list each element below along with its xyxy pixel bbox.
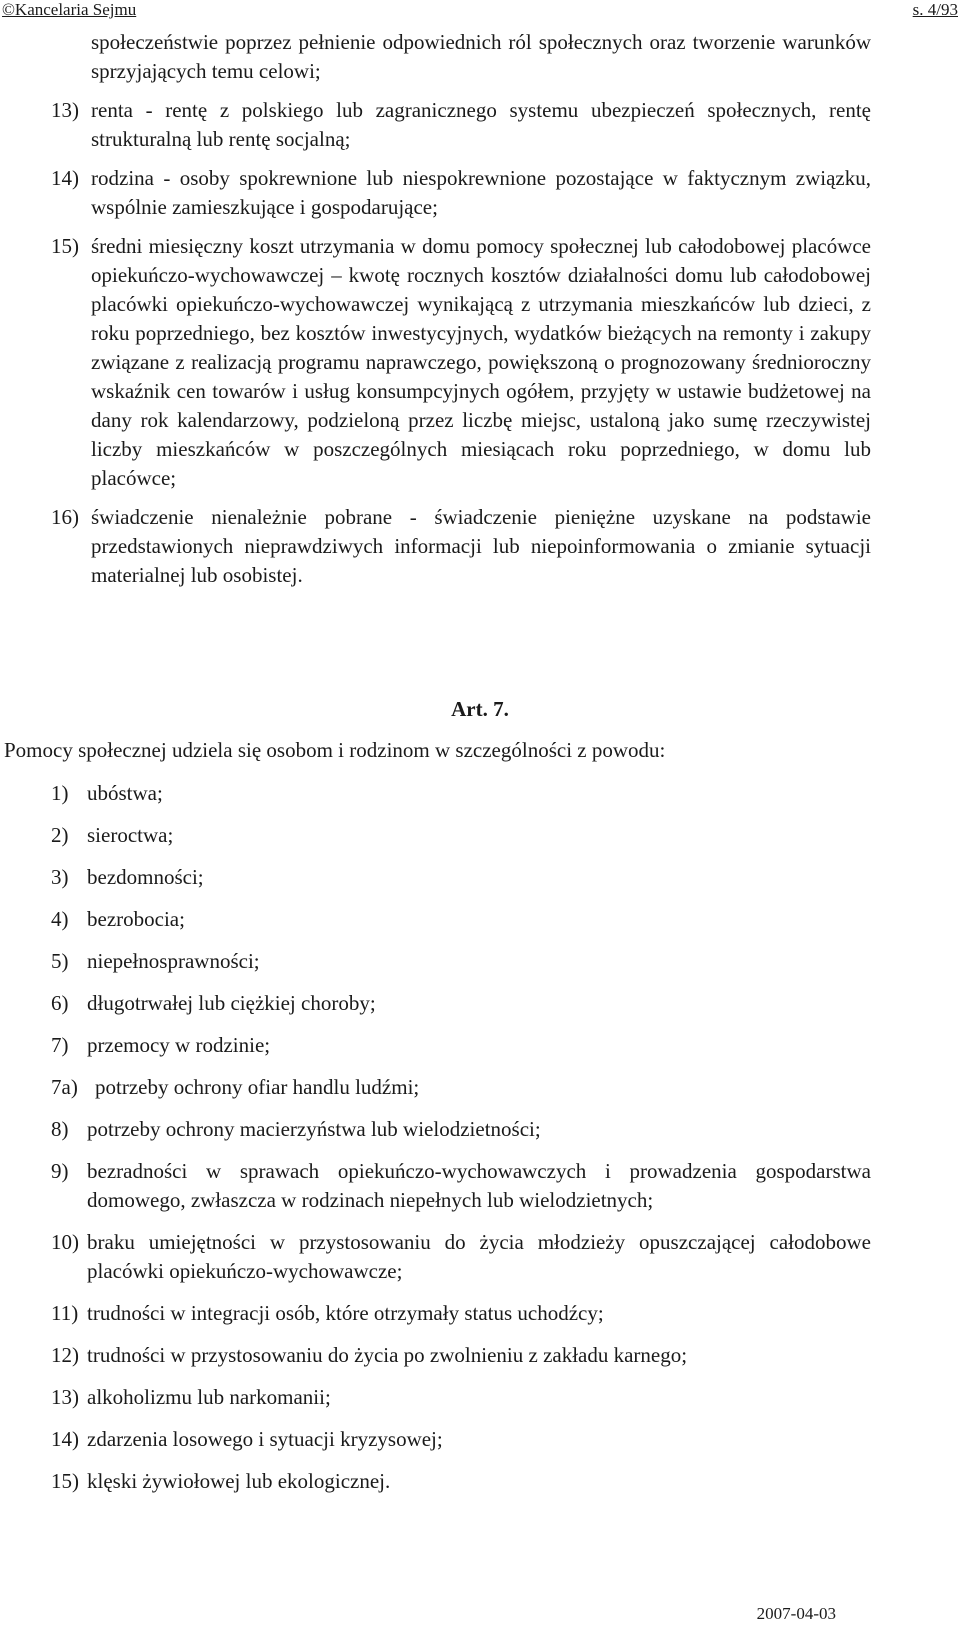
article-title: Art. 7. [451, 697, 509, 721]
definition-number: 14) [51, 166, 79, 190]
article-item-text: sieroctwa; [87, 823, 174, 847]
article-item [51, 905, 871, 934]
definition-text: świadczenie nienależnie pobrane - świadczenie pieniężne uzyskane na podstawie przedstawionych nieprawdziwych informacji lub niepoinformowania o zmianie sytuacji materialnej lub osobistej. [91, 505, 871, 587]
header-copyright: ©Kancelaria Sejmu [2, 0, 137, 19]
article-item [51, 1031, 871, 1060]
article-item [51, 1425, 871, 1454]
article-item-number: 12) [51, 1343, 79, 1367]
article-item-number: 4) [51, 907, 69, 931]
article-item-text: przemocy w rodzinie; [87, 1033, 271, 1057]
article-items-list [51, 779, 871, 1509]
article-item-text: potrzeby ochrony ofiar handlu ludźmi; [95, 1075, 420, 1099]
article-item-text: bezrobocia; [87, 907, 185, 931]
article-item-text: trudności w przystosowaniu do życia po zwolnieniu z zakładu karnego; [87, 1343, 688, 1367]
definition-text: renta - rentę z polskiego lub zagranicznego systemu ubezpieczeń społecznych, rentę strukturalną lub rentę socjalną; [91, 98, 871, 151]
definition-item [51, 232, 871, 493]
definition-text: rodzina - osoby spokrewnione lub niespokrewnione pozostające w faktycznym związku, wspólnie zamieszkujące i gospodarujące; [91, 166, 871, 219]
article-item [51, 1157, 871, 1215]
article-item-number: 11) [51, 1301, 79, 1325]
article-item [51, 821, 871, 850]
article-item [51, 1341, 871, 1370]
article-item-text: długotrwałej lub ciężkiej choroby; [87, 991, 376, 1015]
article-item-number: 15) [51, 1469, 79, 1493]
article-item-text: braku umiejętności w przystosowaniu do życia młodzieży opuszczającej całodobowe placówki opiekuńczo-wychowawcze; [87, 1230, 871, 1283]
definitions-list [51, 28, 871, 600]
article-item [51, 863, 871, 892]
article-item-number: 7) [51, 1033, 69, 1057]
article-item-text: klęski żywiołowej lub ekologicznej. [87, 1469, 391, 1493]
article-item-text: niepełnosprawności; [87, 949, 260, 973]
article-item-text: trudności w integracji osób, które otrzymały status uchodźcy; [87, 1301, 604, 1325]
article-item [51, 1299, 871, 1328]
article-item-number: 13) [51, 1385, 79, 1409]
article-item-text: bezdomności; [87, 865, 204, 889]
article-item-number: 10) [51, 1230, 79, 1254]
article-item-number: 6) [51, 991, 69, 1015]
article-item-text: potrzeby ochrony macierzyństwa lub wielodzietności; [87, 1117, 541, 1141]
definition-item [51, 503, 871, 590]
article-item-number: 1) [51, 781, 69, 805]
definition-number: 16) [51, 505, 79, 529]
definition-number: 13) [51, 98, 79, 122]
article-item-number: 2) [51, 823, 69, 847]
article-item [51, 989, 871, 1018]
article-item [51, 1115, 871, 1144]
definition-continuation [51, 28, 871, 86]
footer-date: 2007-04-03 [756, 1604, 836, 1623]
article-item-number: 8) [51, 1117, 69, 1141]
definition-item [51, 164, 871, 222]
article-intro: Pomocy społecznej udziela się osobom i rodzinom w szczególności z powodu: [4, 738, 666, 762]
article-item [51, 1467, 871, 1496]
definition-text: społeczeństwie poprzez pełnienie odpowiednich ról społecznych oraz tworzenie warunków sprzyjających temu celowi; [91, 30, 871, 83]
article-item-text: ubóstwa; [87, 781, 163, 805]
article-item [51, 947, 871, 976]
definition-number: 15) [51, 234, 79, 258]
article-item [51, 1228, 871, 1286]
article-item-number: 9) [51, 1159, 69, 1183]
article-item [51, 1383, 871, 1412]
definition-item [51, 96, 871, 154]
header-page-indicator: s. 4/93 [912, 0, 958, 19]
article-item-number: 5) [51, 949, 69, 973]
article-item [51, 779, 871, 808]
definition-text: średni miesięczny koszt utrzymania w domu pomocy społecznej lub całodobowej placówce opiekuńczo-wychowawczej – kwotę rocznych kosztów działalności domu lub całodobowej placówki opiekuńczo-wychowawczej wynikającą z utrzymania mieszkańców lub dzieci, z roku poprzedniego, bez kosztów inwestycyjnych, wydatków bieżących na remonty i zakupy związane z realizacją programu naprawczego, powiększoną o prognozowany średnioroczny wskaźnik cen towarów i usług konsumpcyjnych ogółem, przyjęty w ustawie budżetowej na dany rok kalendarzowy, podzieloną przez liczbę miejsc, ustaloną jako sumę rzeczywistej liczby mieszkańców w poszczególnych miesiącach roku poprzedniego, w domu lub placówce; [91, 234, 871, 490]
article-item-number: 7a) [51, 1075, 78, 1099]
article-item-number: 3) [51, 865, 69, 889]
article-item-text: alkoholizmu lub narkomanii; [87, 1385, 331, 1409]
article-item-number: 14) [51, 1427, 79, 1451]
article-item [51, 1073, 871, 1102]
article-item-text: bezradności w sprawach opiekuńczo-wychowawczych i prowadzenia gospodarstwa domowego, zwłaszcza w rodzinach niepełnych lub wielodzietnych; [87, 1159, 871, 1212]
article-item-text: zdarzenia losowego i sytuacji kryzysowej; [87, 1427, 443, 1451]
